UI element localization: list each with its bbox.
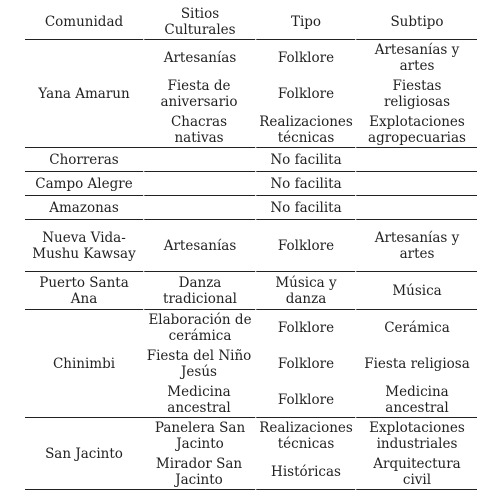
header-comunidad: Comunidad: [25, 4, 143, 40]
tipo-cell: No facilita: [255, 172, 355, 196]
table-row: [25, 310, 477, 346]
tipo-cell: Realizaciones técnicas: [255, 418, 355, 454]
tipo-cell: Música y danza: [255, 272, 355, 310]
tipo-cell: Folklore: [255, 220, 355, 272]
header-sitios-culturales: Sitios Culturales: [143, 4, 255, 40]
sitio-cell: Medicina ancestral: [143, 382, 255, 418]
tipo-cell: No facilita: [255, 196, 355, 220]
subtipo-cell: Medicina ancestral: [355, 382, 477, 418]
tipo-cell: No facilita: [255, 148, 355, 172]
community-cell: Chorreras: [25, 148, 143, 172]
subtipo-cell: Artesanías y artes: [355, 220, 477, 272]
community-cell: Campo Alegre: [25, 172, 143, 196]
community-cell: Puerto Santa Ana: [25, 272, 143, 310]
cultural-sites-table: [25, 4, 477, 490]
header-tipo: Tipo: [255, 4, 355, 40]
tipo-cell: Folklore: [255, 382, 355, 418]
header-subtipo: Subtipo: [355, 4, 477, 40]
community-cell: Amazonas: [25, 196, 143, 220]
sitio-cell: Artesanías: [143, 220, 255, 272]
sitio-cell: Elaboración de cerámica: [143, 310, 255, 346]
table-row: [25, 418, 477, 454]
tipo-cell: Folklore: [255, 76, 355, 112]
community-cell: San Jacinto: [25, 418, 143, 490]
table-row: [25, 40, 477, 76]
subtipo-cell: Fiesta religiosa: [355, 346, 477, 382]
subtipo-cell: Fiestas religiosas: [355, 76, 477, 112]
community-cell: Yana Amarun: [25, 40, 143, 148]
sitio-cell: [143, 148, 255, 172]
table-row: [25, 220, 477, 272]
tipo-cell: Folklore: [255, 310, 355, 346]
sitio-cell: Panelera San Jacinto: [143, 418, 255, 454]
sitio-cell: Mirador San Jacinto: [143, 454, 255, 490]
subtipo-cell: Cerámica: [355, 310, 477, 346]
community-cell: Chinimbi: [25, 310, 143, 418]
tipo-cell: Folklore: [255, 40, 355, 76]
table-row: [25, 172, 477, 196]
tipo-cell: Históricas: [255, 454, 355, 490]
sitio-cell: Chacras nativas: [143, 112, 255, 148]
sitio-cell: [143, 172, 255, 196]
table-row: [25, 272, 477, 310]
table-row: [25, 148, 477, 172]
subtipo-cell: Música: [355, 272, 477, 310]
sitio-cell: Artesanías: [143, 40, 255, 76]
community-cell: Nueva Vida-Mushu Kawsay: [25, 220, 143, 272]
table-row: [25, 196, 477, 220]
sitio-cell: Fiesta de aniversario: [160, 78, 238, 110]
subtipo-cell: Explotaciones industriales: [355, 418, 477, 454]
tipo-cell: Folklore: [255, 346, 355, 382]
subtipo-cell: Explotaciones agropecuarias: [355, 112, 477, 148]
tipo-cell: Realizaciones técnicas: [255, 112, 355, 148]
sitio-cell: Danza tradicional: [143, 272, 255, 310]
subtipo-cell: Artesanías y artes: [355, 40, 477, 76]
subtipo-cell: Arquitectura civil: [355, 454, 477, 490]
header-row: [25, 4, 477, 40]
subtipo-cell: [355, 196, 477, 220]
subtipo-cell: [355, 172, 477, 196]
subtipo-cell: [355, 148, 477, 172]
sitio-cell: [143, 196, 255, 220]
sitio-cell: Fiesta del Niño Jesús: [146, 348, 252, 380]
